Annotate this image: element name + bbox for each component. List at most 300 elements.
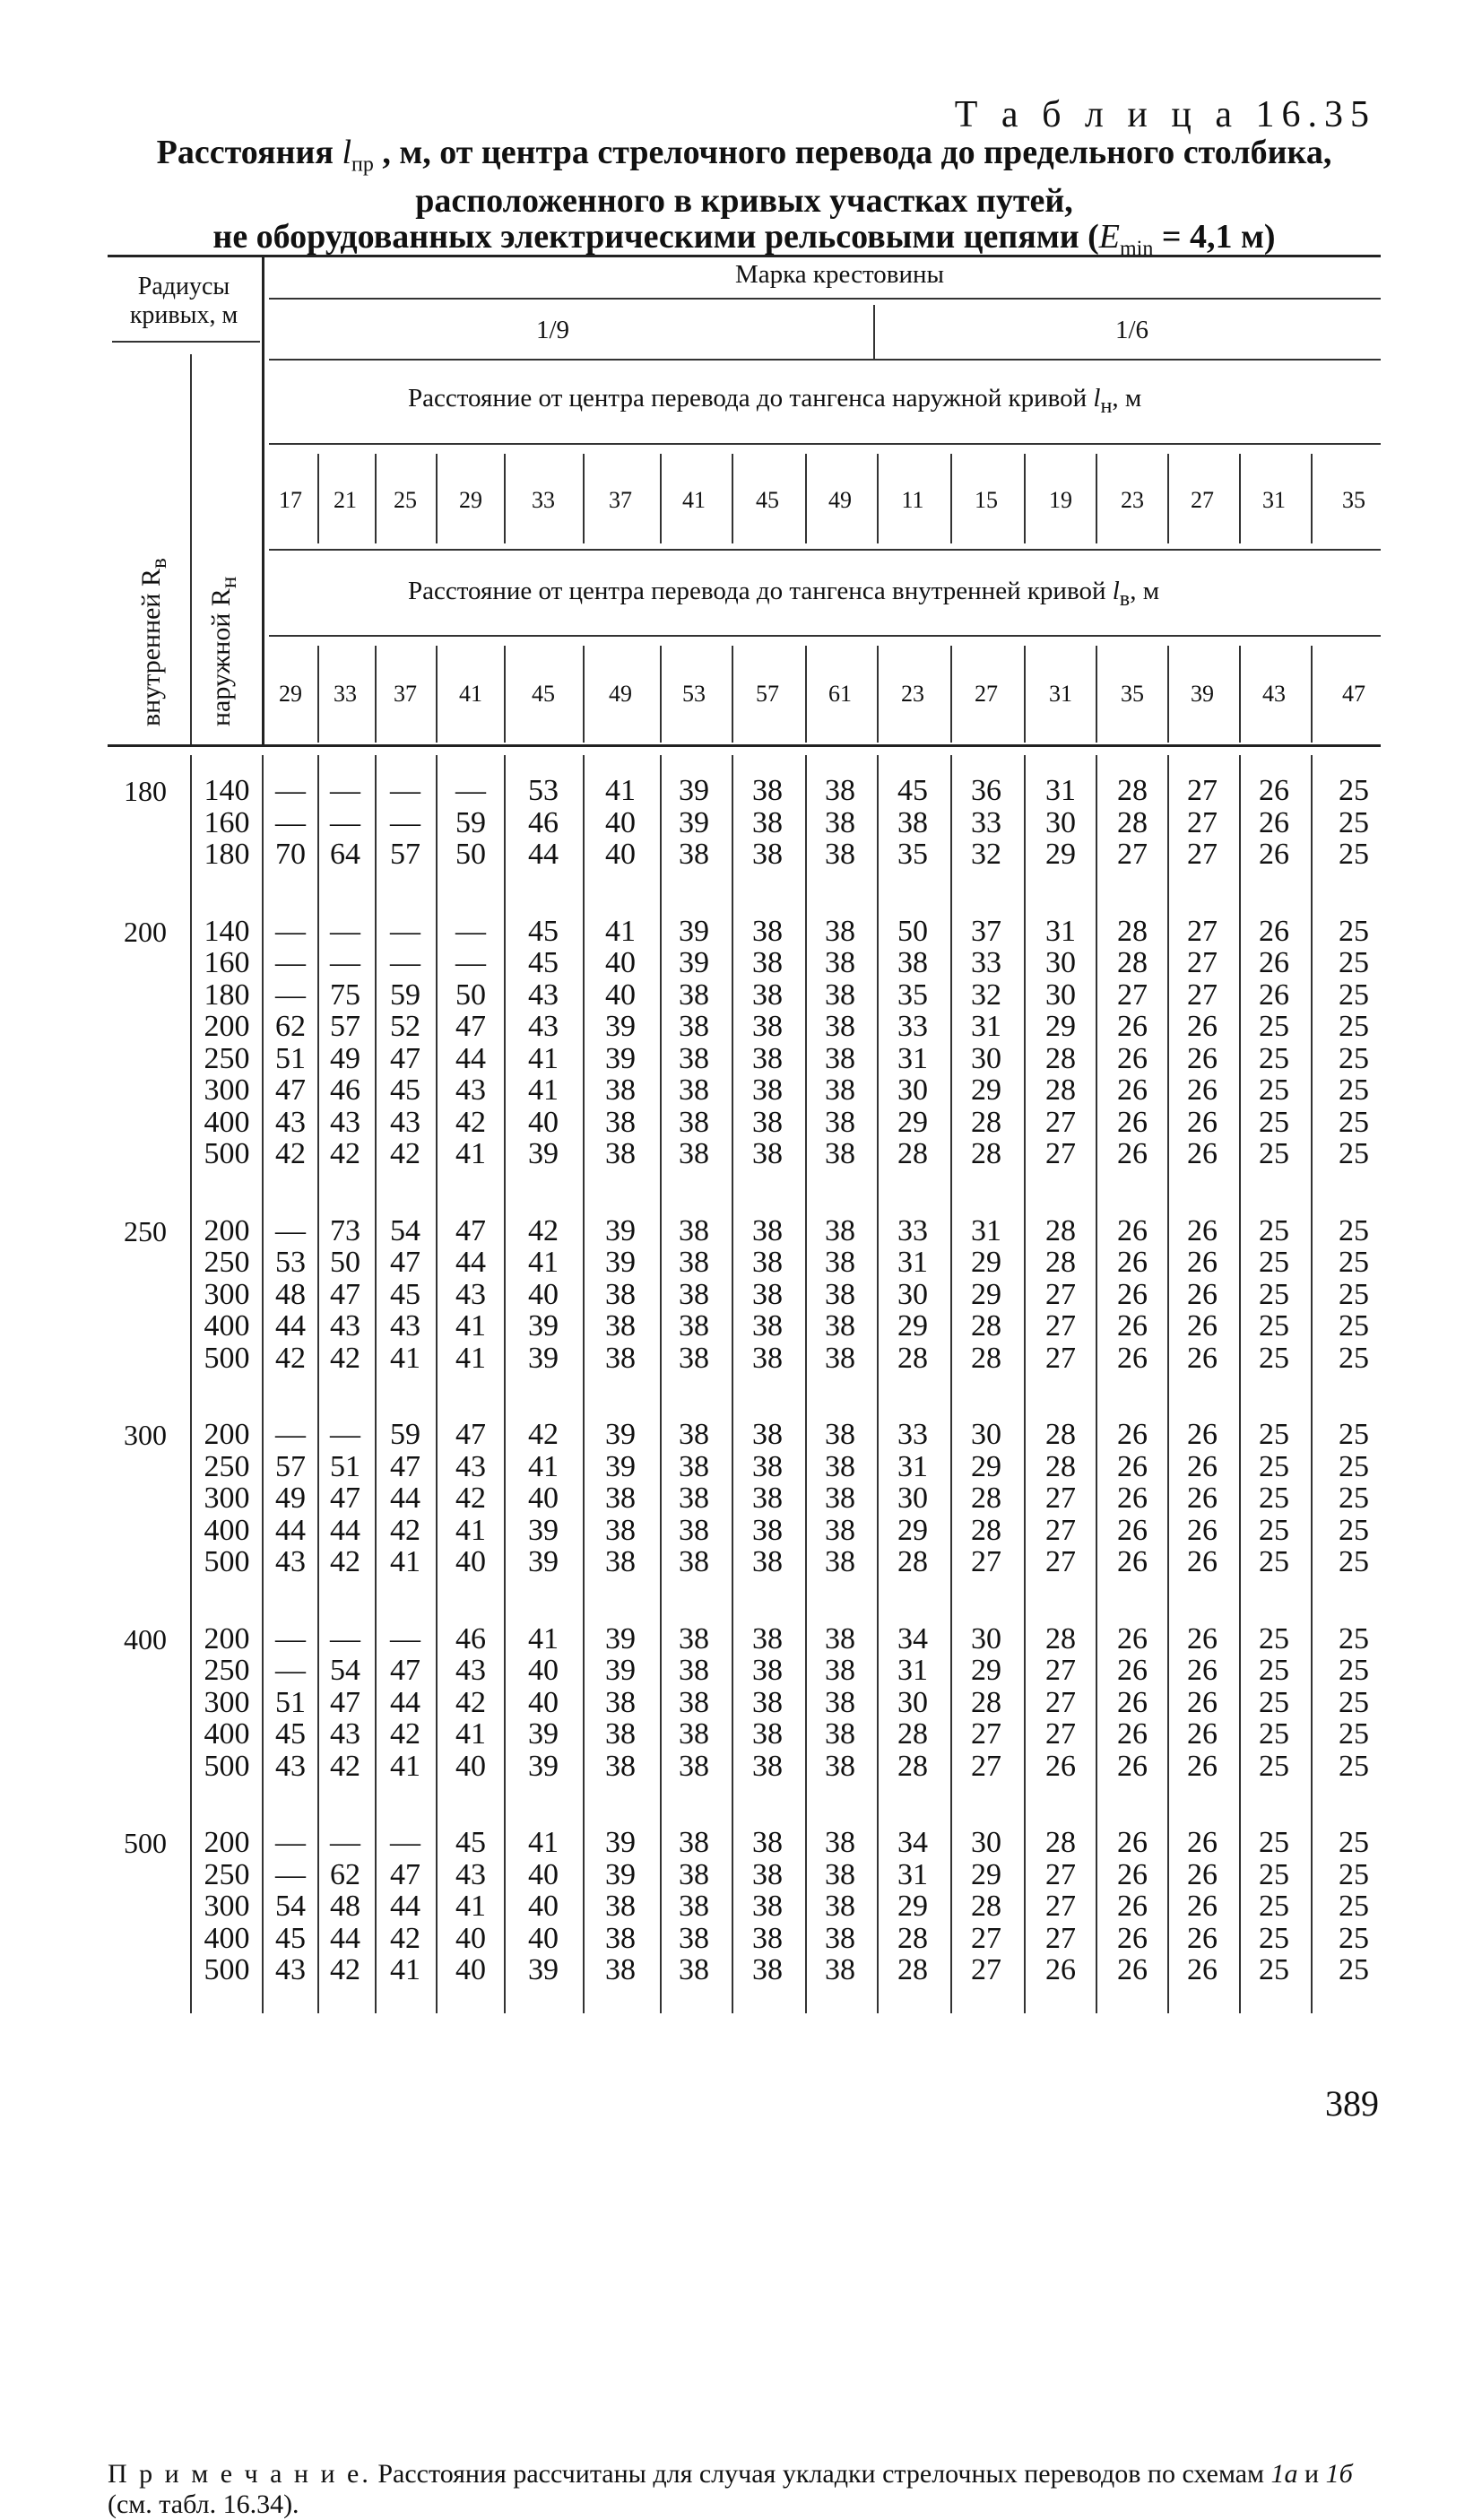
table-cell: 38 <box>679 1545 709 1578</box>
table-cell: 43 <box>330 1105 360 1139</box>
table-cell: 38 <box>679 838 709 871</box>
table-cell: 25 <box>1339 1041 1369 1075</box>
table-cell: 27 <box>971 1749 1001 1783</box>
table-cell: 26 <box>1117 1953 1148 1986</box>
outer-radius-value: 500 <box>204 1545 250 1578</box>
table-cell: 45 <box>275 1717 306 1751</box>
table-cell: 38 <box>752 1717 783 1751</box>
table-cell: 26 <box>1117 1246 1148 1279</box>
table-cell: 47 <box>455 1418 486 1451</box>
column-divider <box>1096 755 1097 2013</box>
column-divider <box>950 646 952 743</box>
table-cell: 38 <box>679 1749 709 1783</box>
table-cell: 42 <box>390 1921 420 1955</box>
table-cell: 26 <box>1117 1921 1148 1955</box>
table-cell: 29 <box>1045 1010 1076 1043</box>
table-cell: 38 <box>752 1073 783 1107</box>
table-cell: 41 <box>528 1041 559 1075</box>
outer-radius-value: 180 <box>204 978 250 1012</box>
table-cell: 43 <box>455 1277 486 1311</box>
table-cell: 27 <box>1045 1341 1076 1375</box>
table-cell: 25 <box>1259 1953 1289 1986</box>
table-cell: — <box>390 1621 420 1655</box>
outer-value: 15 <box>975 487 998 513</box>
table-cell: 27 <box>1045 1545 1076 1578</box>
table-cell: 30 <box>897 1482 928 1515</box>
table-cell: 26 <box>1117 1890 1148 1923</box>
table-cell: 26 <box>1117 1717 1148 1751</box>
inner-value: 61 <box>828 681 852 707</box>
table-cell: 38 <box>825 1213 855 1247</box>
table-cell: 38 <box>825 1418 855 1451</box>
outer-radius-value: 200 <box>204 1418 250 1451</box>
table-cell: 40 <box>528 1685 559 1719</box>
column-divider <box>732 646 733 743</box>
table-cell: 28 <box>971 1890 1001 1923</box>
table-cell: 42 <box>390 1717 420 1751</box>
marka-header: Марка крестовины <box>735 260 944 289</box>
outer-value: 27 <box>1191 487 1214 513</box>
table-cell: 38 <box>679 1685 709 1719</box>
table-cell: 43 <box>275 1749 306 1783</box>
table-cell: 38 <box>752 1041 783 1075</box>
table-cell: 41 <box>605 774 636 807</box>
table-cell: 41 <box>528 1449 559 1483</box>
table-cell: 38 <box>825 1749 855 1783</box>
column-divider <box>660 755 662 2013</box>
table-cell: 42 <box>330 1341 360 1375</box>
outer-radius-value: 160 <box>204 946 250 979</box>
table-cell: — <box>390 774 420 807</box>
column-divider <box>1311 755 1313 2013</box>
table-cell: — <box>330 1826 360 1859</box>
table-cell: 50 <box>897 914 928 948</box>
table-cell: 41 <box>390 1749 420 1783</box>
table-cell: 38 <box>752 1277 783 1311</box>
table-cell: 42 <box>390 1137 420 1170</box>
table-cell: 27 <box>1045 1857 1076 1891</box>
table-cell: 45 <box>528 946 559 979</box>
table-cell: 31 <box>971 1213 1001 1247</box>
table-cell: 38 <box>752 1545 783 1578</box>
table-cell: — <box>330 914 360 948</box>
table-cell: 38 <box>605 1341 636 1375</box>
table-cell: 25 <box>1339 805 1369 839</box>
table-cell: 38 <box>605 1953 636 1986</box>
outer-value: 29 <box>459 487 482 513</box>
table-cell: — <box>275 1826 306 1859</box>
table-cell: 47 <box>390 1449 420 1483</box>
table-cell: 38 <box>679 1621 709 1655</box>
table-cell: — <box>330 946 360 979</box>
table-cell: 28 <box>1117 805 1148 839</box>
outer-radius-value: 400 <box>204 1105 250 1139</box>
outer-radius-value: 400 <box>204 1513 250 1547</box>
table-cell: 26 <box>1187 1749 1218 1783</box>
table-cell: 38 <box>825 1545 855 1578</box>
outer-value: 11 <box>901 487 924 513</box>
table-cell: 27 <box>1045 1921 1076 1955</box>
table-cell: 43 <box>455 1449 486 1483</box>
table-cell: 26 <box>1117 1277 1148 1311</box>
table-cell: 39 <box>605 1041 636 1075</box>
table-cell: 26 <box>1259 838 1289 871</box>
table-cell: 54 <box>390 1213 420 1247</box>
table-cell: 29 <box>897 1105 928 1139</box>
outer-radius-value: 400 <box>204 1921 250 1955</box>
table-cell: 38 <box>752 1513 783 1547</box>
table-cell: — <box>330 1621 360 1655</box>
outer-radius-value: 500 <box>204 1341 250 1375</box>
outer-radius-value: 300 <box>204 1277 250 1311</box>
table-cell: 26 <box>1187 1482 1218 1515</box>
table-cell: 38 <box>605 1277 636 1311</box>
column-divider <box>1167 454 1169 543</box>
table-cell: 28 <box>971 1685 1001 1719</box>
outer-radius-value: 400 <box>204 1309 250 1343</box>
table-cell: 37 <box>971 914 1001 948</box>
table-cell: 38 <box>679 1137 709 1170</box>
table-cell: 38 <box>825 1105 855 1139</box>
outer-value: 21 <box>334 487 357 513</box>
table-cell: 25 <box>1339 1010 1369 1043</box>
column-divider <box>805 454 807 543</box>
table-cell: 28 <box>897 1717 928 1751</box>
table-cell: 38 <box>679 1246 709 1279</box>
table-cell: 42 <box>455 1105 486 1139</box>
table-cell: 41 <box>455 1137 486 1170</box>
table-cell: 29 <box>897 1309 928 1343</box>
column-divider <box>1024 646 1026 743</box>
table-cell: 25 <box>1259 1137 1289 1170</box>
table-cell: 25 <box>1259 1277 1289 1311</box>
table-cell: 27 <box>1045 1685 1076 1719</box>
table-cell: 38 <box>679 1418 709 1451</box>
inner-radius-value: 400 <box>124 1622 167 1655</box>
table-cell: 38 <box>605 1073 636 1107</box>
table-cell: — <box>275 946 306 979</box>
table-cell: 47 <box>330 1482 360 1515</box>
table-cell: 38 <box>825 946 855 979</box>
table-cell: 39 <box>605 1418 636 1451</box>
table-cell: 38 <box>825 1857 855 1891</box>
table-cell: 48 <box>275 1277 306 1311</box>
table-cell: 29 <box>971 1449 1001 1483</box>
inner-radius-value: 300 <box>124 1419 167 1451</box>
table-cell: 27 <box>971 1921 1001 1955</box>
table-cell: 38 <box>825 978 855 1012</box>
table-cell: 48 <box>330 1890 360 1923</box>
table-cell: 42 <box>455 1482 486 1515</box>
table-cell: 26 <box>1117 1857 1148 1891</box>
inner-value: 27 <box>975 681 998 707</box>
column-divider <box>317 755 319 2013</box>
table-cell: 38 <box>679 1213 709 1247</box>
table-cell: 38 <box>825 1277 855 1311</box>
table-cell: 46 <box>330 1073 360 1107</box>
table-cell: 42 <box>330 1749 360 1783</box>
table-cell: 43 <box>390 1309 420 1343</box>
table-label: Т а б л и ц а 16.35 <box>954 94 1376 135</box>
column-divider <box>317 454 319 543</box>
table-cell: 44 <box>390 1890 420 1923</box>
table-cell: 31 <box>897 1449 928 1483</box>
table-cell: 28 <box>1045 1449 1076 1483</box>
table-cell: 41 <box>528 1826 559 1859</box>
column-divider <box>1239 454 1241 543</box>
table-cell: 27 <box>971 1717 1001 1751</box>
outer-radius-value: 250 <box>204 1449 250 1483</box>
table-cell: — <box>390 1826 420 1859</box>
table-cell: 25 <box>1259 1545 1289 1578</box>
table-cell: 38 <box>752 1621 783 1655</box>
table-cell: 38 <box>679 978 709 1012</box>
table-cell: 25 <box>1259 1685 1289 1719</box>
table-cell: — <box>455 946 486 979</box>
column-divider <box>660 454 662 543</box>
table-cell: 47 <box>390 1246 420 1279</box>
table-cell: 25 <box>1339 914 1369 948</box>
table-cell: 38 <box>605 1137 636 1170</box>
table-cell: 26 <box>1259 774 1289 807</box>
table-cell: 29 <box>971 1246 1001 1279</box>
table-cell: 27 <box>971 1953 1001 1986</box>
table-cell: — <box>275 914 306 948</box>
table-cell: 38 <box>825 805 855 839</box>
table-cell: 26 <box>1187 1073 1218 1107</box>
table-cell: 38 <box>825 1341 855 1375</box>
table-cell: 27 <box>1187 774 1218 807</box>
outer-value: 41 <box>682 487 706 513</box>
outer-radius-value: 200 <box>204 1010 250 1043</box>
table-cell: 27 <box>1187 978 1218 1012</box>
inner-distance-header: Расстояние от центра перевода до тангенса внутренней кривой $l_в$, м <box>408 577 1160 611</box>
table-cell: 28 <box>897 1921 928 1955</box>
table-cell: 45 <box>390 1073 420 1107</box>
table-cell: 47 <box>330 1685 360 1719</box>
table-cell: 28 <box>1117 914 1148 948</box>
table-cell: — <box>275 1857 306 1891</box>
table-cell: 26 <box>1187 1418 1218 1451</box>
table-cell: 64 <box>330 838 360 871</box>
table-cell: 26 <box>1187 1857 1218 1891</box>
table-cell: 25 <box>1339 1749 1369 1783</box>
outer-radius-value: 200 <box>204 1621 250 1655</box>
table-cell: 57 <box>390 838 420 871</box>
table-cell: 38 <box>752 946 783 979</box>
table-cell: 38 <box>679 1105 709 1139</box>
table-cell: 38 <box>825 1137 855 1170</box>
table-cell: 47 <box>330 1277 360 1311</box>
table-cell: 47 <box>390 1654 420 1687</box>
table-cell: 25 <box>1259 1921 1289 1955</box>
outer-radius-value: 160 <box>204 805 250 839</box>
table-cell: 33 <box>897 1213 928 1247</box>
table-cell: 38 <box>605 1890 636 1923</box>
inner-value: 33 <box>334 681 357 707</box>
table-cell: 49 <box>275 1482 306 1515</box>
table-cell: 25 <box>1339 1953 1369 1986</box>
column-divider <box>1167 755 1169 2013</box>
table-cell: 38 <box>752 1654 783 1687</box>
column-divider <box>1024 454 1026 543</box>
table-cell: 40 <box>455 1749 486 1783</box>
table-cell: 38 <box>605 1309 636 1343</box>
table-cell: 39 <box>528 1717 559 1751</box>
table-cell: 38 <box>752 1482 783 1515</box>
table-cell: 41 <box>528 1621 559 1655</box>
page-number: 389 <box>1325 2083 1379 2124</box>
table-cell: 40 <box>455 1953 486 1986</box>
table-cell: 38 <box>679 1513 709 1547</box>
table-cell: 25 <box>1339 1826 1369 1859</box>
table-cell: 43 <box>455 1857 486 1891</box>
table-cell: 50 <box>455 838 486 871</box>
table-cell: — <box>275 1418 306 1451</box>
table-cell: 30 <box>971 1418 1001 1451</box>
outer-radius-value: 300 <box>204 1890 250 1923</box>
column-divider <box>1311 646 1313 743</box>
table-cell: 26 <box>1117 1341 1148 1375</box>
table-cell: 25 <box>1339 1685 1369 1719</box>
table-cell: 43 <box>528 1010 559 1043</box>
table-cell: 26 <box>1117 1105 1148 1139</box>
table-cell: — <box>275 1213 306 1247</box>
table-cell: 40 <box>455 1545 486 1578</box>
column-divider <box>583 755 585 2013</box>
table-cell: 38 <box>825 1073 855 1107</box>
table-cell: 26 <box>1187 1213 1218 1247</box>
outer-radius-value: 180 <box>204 838 250 871</box>
inner-value: 47 <box>1342 681 1365 707</box>
table-cell: 38 <box>679 1953 709 1986</box>
outer-radius-value: 500 <box>204 1137 250 1170</box>
table-cell: 41 <box>390 1341 420 1375</box>
column-divider <box>1096 646 1097 743</box>
table-cell: 25 <box>1339 1418 1369 1451</box>
table-cell: 43 <box>455 1654 486 1687</box>
table-cell: 38 <box>752 805 783 839</box>
outer-radius-value: 500 <box>204 1953 250 1986</box>
outer-radius-value: 250 <box>204 1654 250 1687</box>
table-cell: 70 <box>275 838 306 871</box>
table-cell: 38 <box>752 1010 783 1043</box>
table-cell: 28 <box>1045 1073 1076 1107</box>
table-cell: 25 <box>1259 1341 1289 1375</box>
table-cell: 38 <box>752 838 783 871</box>
column-divider <box>504 454 506 543</box>
table-cell: 38 <box>679 1449 709 1483</box>
table-cell: 73 <box>330 1213 360 1247</box>
table-cell: 29 <box>897 1513 928 1547</box>
table-cell: 41 <box>390 1545 420 1578</box>
table-cell: 25 <box>1339 1545 1369 1578</box>
inner-value: 49 <box>609 681 632 707</box>
table-cell: 30 <box>897 1277 928 1311</box>
table-cell: — <box>390 946 420 979</box>
outer-radius-value: 300 <box>204 1073 250 1107</box>
table-cell: 35 <box>897 838 928 871</box>
table-cell: 40 <box>528 1921 559 1955</box>
inner-radius-label: внутренней $R_в$ <box>136 558 171 726</box>
table-cell: 46 <box>455 1621 486 1655</box>
table-cell: 38 <box>752 1953 783 1986</box>
table-cell: 38 <box>825 1890 855 1923</box>
table-cell: 45 <box>455 1826 486 1859</box>
table-cell: 40 <box>528 1857 559 1891</box>
table-cell: 26 <box>1117 1685 1148 1719</box>
column-divider <box>583 454 585 543</box>
table-cell: — <box>455 774 486 807</box>
table-cell: 38 <box>825 1717 855 1751</box>
table-cell: 28 <box>897 1137 928 1170</box>
table-cell: 26 <box>1187 1826 1218 1859</box>
table-cell: 25 <box>1339 774 1369 807</box>
inner-radius-value: 500 <box>124 1827 167 1859</box>
table-title: Расстояния $l_{пр}$ , м, от центра стрелочного перевода до предельного столбика, расположенного в кривых участках путей, не оборудованных электрическими рельсовыми цепями ($E_{min} = 4,1$ м) <box>156 134 1332 261</box>
table-cell: 26 <box>1117 1073 1148 1107</box>
table-cell: 31 <box>1045 774 1076 807</box>
table-cell: 40 <box>455 1921 486 1955</box>
table-cell: 43 <box>275 1545 306 1578</box>
table-cell: 42 <box>330 1137 360 1170</box>
table-cell: 38 <box>825 1513 855 1547</box>
table-cell: 25 <box>1259 1857 1289 1891</box>
table-cell: — <box>330 774 360 807</box>
table-cell: 31 <box>897 1246 928 1279</box>
table-cell: 26 <box>1117 1545 1148 1578</box>
table-cell: 27 <box>1117 838 1148 871</box>
table-cell: 57 <box>275 1449 306 1483</box>
table-cell: 32 <box>971 978 1001 1012</box>
table-cell: 26 <box>1187 1717 1218 1751</box>
table-cell: 39 <box>605 1826 636 1859</box>
table-cell: 39 <box>605 1213 636 1247</box>
table-cell: 41 <box>528 1073 559 1107</box>
table-cell: 25 <box>1339 1137 1369 1170</box>
table-cell: 39 <box>528 1309 559 1343</box>
table-cell: 25 <box>1339 1449 1369 1483</box>
table-cell: 42 <box>390 1513 420 1547</box>
table-cell: 30 <box>971 1621 1001 1655</box>
table-cell: 25 <box>1339 1921 1369 1955</box>
table-cell: 26 <box>1187 1277 1218 1311</box>
table-cell: 27 <box>1045 1513 1076 1547</box>
table-cell: 38 <box>825 1654 855 1687</box>
table-cell: 32 <box>971 838 1001 871</box>
table-cell: 40 <box>605 946 636 979</box>
table-cell: 28 <box>971 1137 1001 1170</box>
column-divider <box>436 646 438 743</box>
table-cell: 26 <box>1187 1890 1218 1923</box>
column-divider <box>877 454 879 543</box>
table-cell: 26 <box>1117 1749 1148 1783</box>
table-cell: 39 <box>605 1857 636 1891</box>
table-cell: 25 <box>1259 1654 1289 1687</box>
inner-value: 35 <box>1121 681 1144 707</box>
table-cell: 38 <box>605 1685 636 1719</box>
table-cell: 43 <box>528 978 559 1012</box>
table-cell: 38 <box>825 1482 855 1515</box>
table-cell: 43 <box>455 1073 486 1107</box>
table-cell: 39 <box>605 1654 636 1687</box>
table-cell: 25 <box>1259 1105 1289 1139</box>
table-cell: 26 <box>1187 1105 1218 1139</box>
table-cell: 28 <box>971 1513 1001 1547</box>
column-divider <box>436 454 438 543</box>
table-cell: 38 <box>752 1246 783 1279</box>
table-cell: 38 <box>679 1857 709 1891</box>
